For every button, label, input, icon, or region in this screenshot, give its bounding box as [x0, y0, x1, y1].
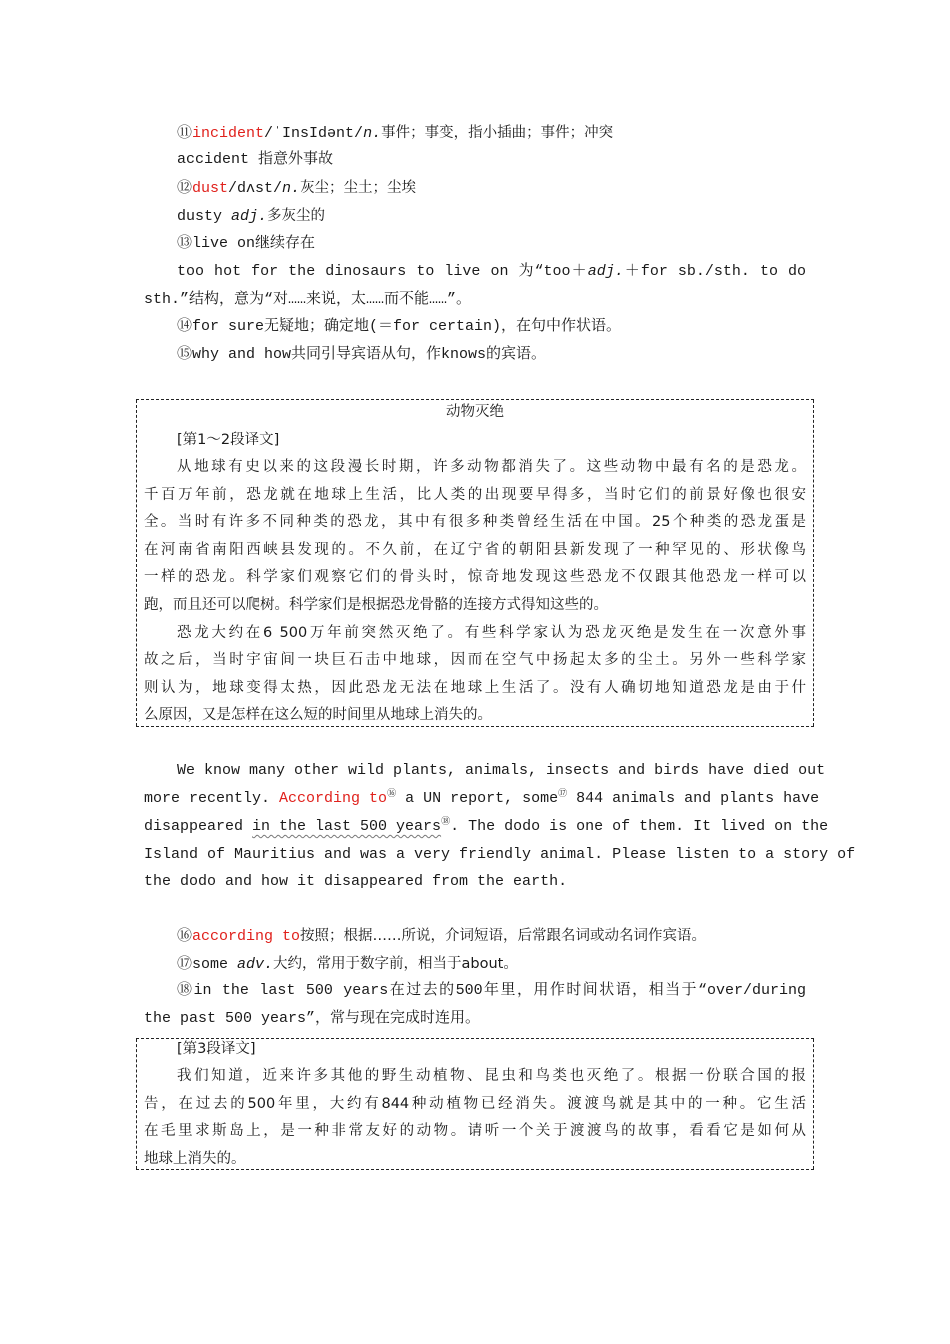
note-12-sub-pos: adj. [231, 208, 268, 225]
passage-line-2 [144, 785, 820, 813]
translation-box-1-line: 一样的恐龙。科学家们观察它们的骨头时，惊奇地发现这些恐龙不仅跟其他恐龙一样可以 [144, 569, 806, 585]
translation-box-2-line: 在毛里求斯岛上，是一种非常友好的动物。请听一个关于渡渡鸟的故事，看看它是如何从 [144, 1123, 806, 1139]
translation-box-2-line: 告，在过去的500年里，大约有844种动植物已经消失。渡渡鸟就是其中的一种。它生活 [144, 1096, 806, 1112]
passage-in-the-last-500-years: in the last 500 years [252, 818, 442, 835]
note-12-pos: n. [282, 180, 301, 197]
translation-box-1-line: 全。当时有许多不同种类的恐龙，其中有很多种类曾经生活在中国。25个种类的恐龙蛋是 [144, 514, 806, 530]
note-12-meaning: 灰尘；尘土；尘埃 [300, 180, 417, 196]
note-12-pronunciation: /dʌst/ [228, 180, 283, 197]
note-17-b: 大约，常用于数字前，相当于about。 [273, 956, 518, 972]
note-12-sub-word: dusty [177, 208, 232, 225]
note-11-pronunciation: /ˈInsIdənt/ [264, 125, 364, 142]
passage-according-to: According to [279, 790, 388, 807]
passage-line-3-b: . The dodo is one of them. It lived on the [450, 818, 829, 835]
translation-box-1-heading: [第1～2段译文] [177, 432, 280, 448]
translation-box-1-line: 从地球有史以来的这段漫长时期，许多动物都消失了。这些动物中最有名的是恐龙。 [177, 459, 806, 475]
note-13: ⑬live on继续存在 [177, 235, 316, 252]
note-16-marker: ⑯ [177, 928, 193, 945]
translation-box-1-line: 么原因，又是怎样在这么短的时间里从地球上消失的。 [144, 707, 492, 723]
translation-box-2-line: 地球上消失的。 [144, 1151, 246, 1167]
passage-line-1: We know many other wild plants, animals, insects and birds have died out [177, 762, 826, 779]
note-12-sub-meaning: 多灰尘的 [267, 208, 326, 224]
note-16-meaning: 按照；根据……所说，介词短语，后常跟名词或动名词作宾语。 [300, 928, 707, 944]
note-15: ⑮why and how共同引导宾语从句，作knows的宾语。 [177, 346, 547, 363]
note-12-word: dust [192, 180, 229, 197]
note-12-marker: ⑫ [177, 180, 193, 197]
passage-line-2-c: 844 animals and plants have [567, 790, 820, 807]
note-17-a: ⑰some [177, 956, 238, 973]
note-18-line-1: ⑱in the last 500 years在过去的500年里，用作时间状语，相当于“over/during [177, 982, 806, 999]
translation-box-1-line: 跑，而且还可以爬树。科学家们是根据恐龙骨骼的连接方式得知这些的。 [144, 597, 608, 613]
translation-box-1-line: 在河南省南阳西峡县发现的。不久前，在辽宁省的朝阳县新发现了一种罕见的、形状像鸟 [144, 542, 806, 558]
note-12 [177, 174, 806, 203]
note-13-exp-a: too hot for the dinosaurs to live on 为“too＋ [177, 263, 588, 280]
note-11-word: incident [192, 125, 265, 142]
footnote-marker-17: ⑰ [558, 789, 568, 799]
note-11-marker: ⑪ [177, 125, 193, 142]
note-13-explanation-line-2: sth.”结构，意为“对……来说，太……而不能……”。 [144, 291, 472, 308]
translation-box-1-line: 千百万年前，恐龙就在地球上生活，比人类的出现要早得多，当时它们的前景好像也很安 [144, 487, 806, 503]
note-17 [177, 950, 806, 979]
note-16-word: according to [192, 928, 301, 945]
note-13-exp-adj: adj. [587, 263, 624, 280]
note-13-explanation-line-1 [177, 258, 806, 286]
passage-line-2-a: more recently. [144, 790, 280, 807]
note-12-sub [177, 202, 806, 231]
passage-line-2-b: a UN report, some [396, 790, 559, 807]
note-17-pos: adv. [237, 956, 274, 973]
note-11-pos: n. [363, 125, 382, 142]
note-11-sub: accident 指意外事故 [177, 151, 334, 168]
footnote-marker-18: ⑱ [441, 817, 451, 827]
note-16 [177, 922, 806, 951]
translation-box-1-line: 故之后，当时宇宙间一块巨石击中地球，因而在空气中扬起太多的尘土。另外一些科学家 [144, 652, 806, 668]
translation-box-2-line: 我们知道，近来许多其他的野生动植物、昆虫和鸟类也灭绝了。根据一份联合国的报 [177, 1068, 806, 1084]
passage-line-3-a: disappeared [144, 818, 253, 835]
passage-line-3 [144, 813, 829, 841]
translation-box-1-line: 则认为，地球变得太热，因此恐龙无法在地球上生活了。没有人确切地知道恐龙是由于什 [144, 680, 806, 696]
note-11 [177, 119, 806, 148]
translation-box-2-heading: [第3段译文] [177, 1041, 256, 1057]
passage-line-4: Island of Mauritius and was a very friendly animal. Please listen to a story of [144, 846, 856, 863]
translation-box-1-title: 动物灭绝 [446, 404, 504, 420]
note-14: ⑭for sure无疑地；确定地(＝for certain)，在句中作状语。 [177, 318, 622, 335]
note-18-line-2: the past 500 years”，常与现在完成时连用。 [144, 1010, 481, 1027]
note-11-meaning: 事件；事变，指小插曲；事件；冲突 [381, 125, 614, 141]
note-13-exp-b: ＋for sb./sth. to do [623, 263, 807, 280]
passage-line-5: the dodo and how it disappeared from the earth. [144, 873, 568, 890]
translation-box-1-line: 恐龙大约在6 500万年前突然灭绝了。有些科学家认为恐龙灭绝是发生在一次意外事 [177, 625, 806, 641]
footnote-marker-16: ⑯ [387, 789, 397, 799]
